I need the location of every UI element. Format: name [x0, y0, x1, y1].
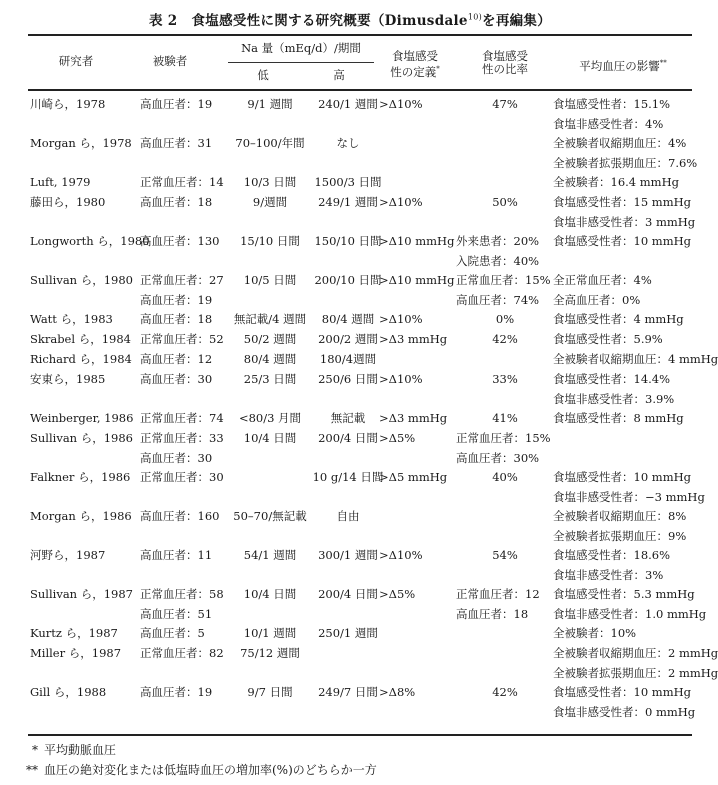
- subject-cell: 高血圧者：51: [140, 606, 213, 621]
- researcher-cell: 安東ら，1985: [30, 372, 106, 386]
- definition-cell: >Δ3 mmHg: [379, 332, 448, 346]
- na-high-cell: 250/6 日間: [318, 372, 378, 386]
- header-definition-line1: 食塩感受: [392, 49, 438, 63]
- subject-cell: 正常血圧者：14: [140, 175, 224, 189]
- na-high-cell: 240/1 週間: [318, 97, 378, 111]
- researcher-cell: 河野ら，1987: [30, 548, 106, 562]
- ratio-cell: 33%: [492, 372, 518, 386]
- definition-cell: >Δ5%: [379, 431, 416, 445]
- effect-cell: 食塩非感受性者：3%: [553, 567, 664, 582]
- header-low: 低: [257, 68, 269, 82]
- effect-cell: 全被験者：16.4 mmHg: [553, 175, 679, 189]
- na-low-cell: 15/10 日間: [240, 234, 300, 248]
- na-low-cell: <80/3 月間: [238, 411, 302, 425]
- na-high-cell: 200/4 日間: [318, 587, 378, 601]
- definition-cell: >Δ10%: [379, 195, 423, 209]
- ratio-cell: 41%: [492, 411, 518, 425]
- na-low-cell: 9/1 週間: [247, 97, 293, 111]
- subject-cell: 高血圧者：18: [140, 195, 213, 209]
- na-low-cell: 75/12 週間: [240, 646, 300, 660]
- ratio-cell: 入院患者：40%: [456, 253, 540, 268]
- na-high-cell: 200/10 日間: [314, 273, 382, 287]
- top-rule: [28, 34, 692, 36]
- ratio-cell: 47%: [492, 97, 518, 111]
- researcher-cell: 藤田ら，1980: [30, 195, 106, 209]
- definition-cell: >Δ10 mmHg: [379, 273, 455, 287]
- footnote-mark: *: [32, 743, 38, 757]
- footnote: [10, 761, 377, 778]
- effect-cell: 食塩非感受性者：1.0 mmHg: [553, 606, 707, 621]
- ratio-cell: 正常血圧者：15%: [456, 431, 551, 445]
- effect-cell: 全被験者拡張期血圧：2 mmHg: [553, 665, 718, 680]
- subject-cell: 高血圧者：130: [140, 234, 220, 248]
- researcher-cell: Richard ら，1984: [30, 352, 132, 366]
- researcher-cell: Luft, 1979: [30, 175, 91, 189]
- subject-cell: 高血圧者：5: [140, 626, 205, 640]
- subject-cell: 正常血圧者：52: [140, 332, 224, 346]
- ratio-cell: 正常血圧者：12: [456, 587, 540, 601]
- header-definition-line2: 性の定義*: [390, 64, 440, 79]
- header-subject: 被験者: [152, 54, 188, 68]
- researcher-cell: Sullivan ら，1987: [30, 587, 133, 601]
- footnote-text: 血圧の絶対変化または低塩時血圧の増加率(%)のどちらか一方: [44, 763, 377, 777]
- subject-cell: 高血圧者：18: [140, 312, 213, 326]
- ratio-cell: 50%: [492, 195, 518, 209]
- definition-cell: >Δ8%: [379, 685, 416, 699]
- effect-cell: 食塩感受性者：10 mmHg: [553, 470, 691, 484]
- definition-cell: >Δ5 mmHg: [379, 470, 448, 484]
- subject-cell: 正常血圧者：74: [140, 411, 224, 425]
- definition-cell: >Δ3 mmHg: [379, 411, 448, 425]
- researcher-cell: Longworth ら，1980: [30, 234, 150, 248]
- subject-cell: 正常血圧者：27: [140, 273, 224, 287]
- na-high-cell: 300/1 週間: [318, 548, 378, 562]
- effect-cell: 食塩感受性者：15.1%: [553, 97, 671, 111]
- ratio-cell: 54%: [492, 548, 518, 562]
- ratio-cell: 42%: [492, 332, 518, 346]
- subject-cell: 高血圧者：11: [140, 548, 213, 562]
- na-high-cell: 10 g/14 日間: [312, 470, 384, 484]
- na-low-cell: 9/週間: [252, 195, 288, 209]
- na-high-cell: 150/10 日間: [314, 234, 382, 248]
- effect-cell: 食塩感受性者：5.9%: [553, 332, 663, 346]
- header-high: 高: [333, 68, 345, 82]
- effect-cell: 全被験者収縮期血圧：4 mmHg: [553, 352, 718, 366]
- na-high-cell: なし: [336, 136, 360, 150]
- subject-cell: 高血圧者：30: [140, 372, 213, 386]
- subject-cell: 正常血圧者：30: [140, 470, 224, 484]
- effect-cell: 食塩非感受性者：4%: [553, 116, 664, 131]
- ratio-cell: 外来患者：20%: [456, 234, 540, 248]
- effect-cell: 食塩非感受性者：3 mmHg: [553, 214, 696, 229]
- researcher-cell: 川崎ら，1978: [30, 97, 106, 111]
- ratio-cell: 高血圧者：18: [456, 606, 529, 621]
- effect-cell: 全被験者収縮期血圧：8%: [553, 509, 687, 523]
- header-definition: [380, 50, 450, 79]
- effect-cell: 全高血圧者：0%: [553, 292, 641, 307]
- subject-cell: 高血圧者：12: [140, 352, 213, 366]
- effect-cell: 全被験者拡張期血圧：9%: [553, 528, 687, 543]
- na-high-cell: 180/4週間: [319, 352, 377, 366]
- na-low-cell: 50/2 週間: [243, 332, 297, 346]
- effect-cell: 全正常血圧者：4%: [553, 273, 652, 287]
- definition-cell: >Δ10%: [379, 97, 423, 111]
- na-subheader-rule: [228, 62, 374, 63]
- effect-cell: 全被験者：10%: [553, 626, 637, 640]
- header-researcher: 研究者: [58, 54, 94, 68]
- ratio-cell: 正常血圧者：15%: [456, 273, 551, 287]
- effect-cell: 食塩非感受性者：0 mmHg: [553, 704, 696, 719]
- subject-cell: 正常血圧者：82: [140, 646, 224, 660]
- researcher-cell: Kurtz ら，1987: [30, 626, 118, 640]
- researcher-cell: Sullivan ら，1986: [30, 431, 133, 445]
- researcher-cell: Watt ら，1983: [30, 312, 113, 326]
- effect-cell: 食塩非感受性者：−3 mmHg: [553, 489, 705, 504]
- na-low-cell: 10/3 日間: [243, 175, 297, 189]
- effect-cell: 全被験者拡張期血圧：7.6%: [553, 155, 698, 170]
- na-low-cell: 無記載/4 週間: [233, 312, 307, 326]
- header-effect: 平均血圧の影響**: [579, 58, 667, 73]
- definition-cell: >Δ5%: [379, 587, 416, 601]
- table-title: [0, 9, 700, 29]
- researcher-cell: Skrabel ら，1984: [30, 332, 131, 346]
- researcher-cell: Morgan ら，1986: [30, 509, 132, 523]
- researcher-cell: Sullivan ら，1980: [30, 273, 133, 287]
- table-number: 表 2: [148, 13, 178, 29]
- na-high-cell: 自由: [336, 509, 360, 523]
- na-low-cell: 10/4 日間: [243, 431, 297, 445]
- na-low-cell: 10/1 週間: [243, 626, 297, 640]
- subject-cell: 高血圧者：19: [140, 685, 213, 699]
- researcher-cell: Weinberger, 1986: [30, 411, 134, 425]
- na-high-cell: 250/1 週間: [318, 626, 378, 640]
- table-title-suffix: を再編集）: [482, 13, 552, 29]
- effect-cell: 食塩感受性者：14.4%: [553, 372, 671, 386]
- na-low-cell: 9/7 日間: [247, 685, 293, 699]
- table-title-text: 食塩感受性に関する研究概要（Dimusdale: [191, 13, 468, 29]
- effect-cell: 食塩感受性者：10 mmHg: [553, 685, 691, 699]
- na-high-cell: 1500/3 日間: [314, 175, 382, 189]
- ratio-cell: 高血圧者：74%: [456, 292, 540, 307]
- footnote: [10, 741, 116, 758]
- effect-cell: 全被験者収縮期血圧：2 mmHg: [553, 646, 718, 660]
- ratio-cell: 42%: [492, 685, 518, 699]
- subject-cell: 正常血圧者：33: [140, 431, 224, 445]
- effect-cell: 食塩感受性者：8 mmHg: [553, 411, 684, 425]
- effect-cell: 食塩感受性者：18.6%: [553, 548, 671, 562]
- ratio-cell: 0%: [495, 312, 515, 326]
- na-high-cell: 80/4 週間: [321, 312, 375, 326]
- subject-cell: 正常血圧者：58: [140, 587, 224, 601]
- na-high-cell: 200/4 日間: [318, 431, 378, 445]
- effect-cell: 食塩非感受性者：3.9%: [553, 391, 675, 406]
- effect-cell: 全被験者収縮期血圧：4%: [553, 136, 687, 150]
- header-ratio-line1: 食塩感受: [482, 49, 528, 63]
- definition-cell: >Δ10%: [379, 548, 423, 562]
- na-high-cell: 249/7 日間: [318, 685, 378, 699]
- definition-cell: >Δ10%: [379, 312, 423, 326]
- effect-cell: 食塩感受性者：15 mmHg: [553, 195, 691, 209]
- footnote-mark: **: [26, 763, 38, 777]
- researcher-cell: Gill ら，1988: [30, 685, 107, 699]
- na-high-cell: 249/1 週間: [318, 195, 378, 209]
- effect-cell: 食塩感受性者：5.3 mmHg: [553, 587, 695, 601]
- definition-cell: >Δ10 mmHg: [379, 234, 455, 248]
- na-low-cell: 25/3 日間: [243, 372, 297, 386]
- na-high-cell: 無記載: [330, 411, 366, 425]
- na-high-cell: 200/2 週間: [318, 332, 378, 346]
- header-ratio-line2: 性の比率: [482, 62, 528, 76]
- header-ratio: [470, 50, 540, 76]
- subject-cell: 高血圧者：31: [140, 136, 213, 150]
- ratio-cell: 高血圧者：30%: [456, 450, 540, 465]
- na-low-cell: 10/5 日間: [243, 273, 297, 287]
- definition-cell: >Δ10%: [379, 372, 423, 386]
- effect-cell: 食塩感受性者：4 mmHg: [553, 312, 684, 326]
- na-low-cell: 10/4 日間: [243, 587, 297, 601]
- researcher-cell: Falkner ら，1986: [30, 470, 131, 484]
- na-low-cell: 80/4 週間: [243, 352, 297, 366]
- subject-cell: 高血圧者：160: [140, 509, 220, 523]
- na-low-cell: 50–70/無記載: [233, 509, 307, 523]
- na-low-cell: 70–100/年間: [235, 136, 305, 150]
- header-bottom-rule: [28, 89, 692, 91]
- researcher-cell: Miller ら，1987: [30, 646, 122, 660]
- subject-cell: 高血圧者：30: [140, 450, 213, 465]
- table-bottom-rule: [28, 734, 692, 736]
- researcher-cell: Morgan ら，1978: [30, 136, 132, 150]
- subject-cell: 高血圧者：19: [140, 97, 213, 111]
- ratio-cell: 40%: [492, 470, 518, 484]
- reference-mark: 10): [467, 12, 483, 22]
- subject-cell: 高血圧者：19: [140, 292, 213, 307]
- effect-cell: 食塩感受性者：10 mmHg: [553, 234, 691, 248]
- footnote-text: 平均動脈血圧: [44, 743, 117, 757]
- header-na-amount: Na 量（mEq/d）/期間: [241, 41, 361, 55]
- na-low-cell: 54/1 週間: [243, 548, 297, 562]
